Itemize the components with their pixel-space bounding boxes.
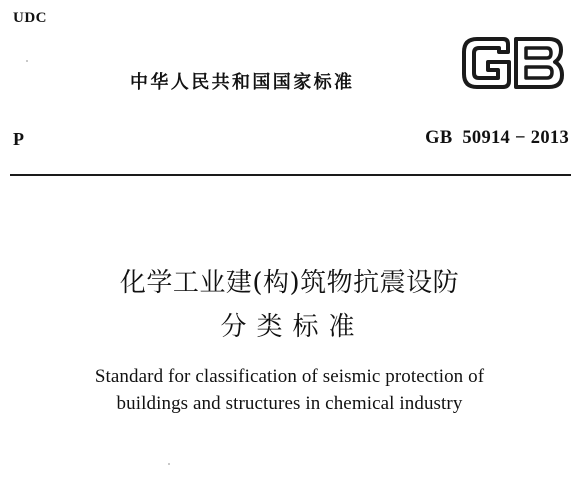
classification-code: P [13,129,24,149]
english-title [0,363,579,417]
issuer-title: 中华人民共和国国家标准 [130,72,355,93]
english-title-line-1: Standard for classification of seismic protection of [94,366,485,387]
scan-speck [168,463,170,465]
standard-number: GB 50914 − 2013 [425,128,569,148]
udc-label: UDC [13,10,47,26]
chinese-title-line-1: 化学工业建(构)筑物抗震设防 [119,268,460,298]
english-title-line-2: buildings and structures in chemical industry [116,393,463,414]
chinese-title-line-2: 分类标准 [220,312,365,342]
gb-logo-icon [461,36,565,90]
scan-speck [26,60,28,62]
header-divider [10,174,571,176]
